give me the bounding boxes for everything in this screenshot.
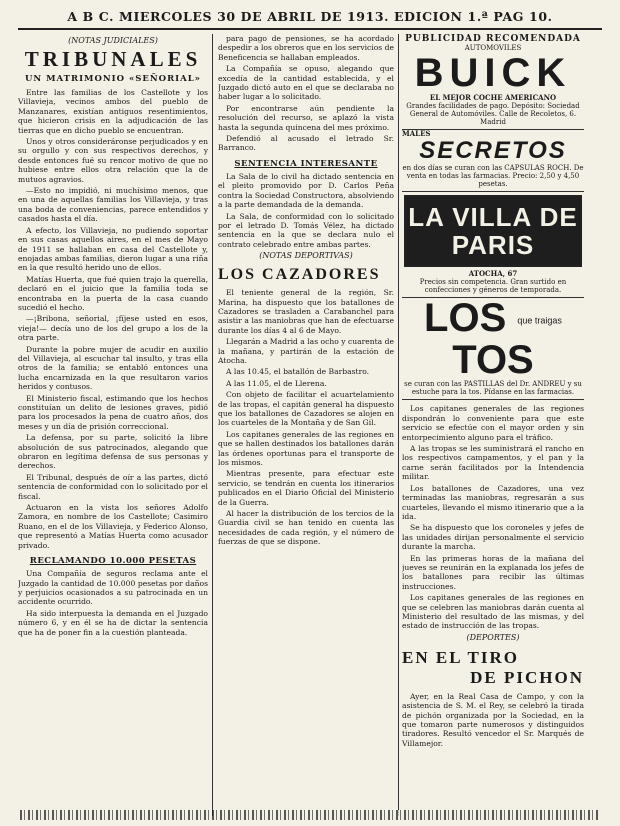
paragraph: Al hacer la distribución de los tercios de la Guardia civil se han tenido en cuenta las necesidades de cada región, y el número de fuerzas de que se dispone. xyxy=(218,509,394,547)
paragraph: —Esto no impidió, ni muchísimo menos, que en una de aquellas familias los Villavieja, y tras una boda de conveniencias, parece entendidos y casados hasta el día. xyxy=(18,186,208,224)
paragraph: La Sala, de conformidad con lo solicitado por el letrado D. Tomás Vélez, ha dictado sentencia en la que se declara nulo el contrato celebrado entre ambas partes. xyxy=(218,211,394,249)
villa-title: LA VILLA DE PARIS xyxy=(408,202,578,260)
buick-ad xyxy=(402,34,584,130)
article-heading: UN MATRIMONIO «SEÑORIAL» xyxy=(25,74,201,84)
section-label: (NOTAS DEPORTIVAS) xyxy=(259,251,353,261)
ad-address: ATOCHA, 67 xyxy=(468,269,518,278)
paragraph: Por encontrarse aún pendiente la resolución del recurso, se aplazó la vista hasta la segunda quincena del mes próximo. xyxy=(218,103,394,132)
ad-info: Precios sin competencia. Gran surtido en confecciones y géneros de temporada. xyxy=(419,278,567,294)
paragraph: Con objeto de facilitar el acuartelamiento de las tropas, el capitán general ha dispuesto que los batallones de Cazadores se alojen en los cuarteles de la Montaña y de San Gil. xyxy=(218,390,394,428)
paragraph: Los batallones de Cazadores, una vez terminadas las maniobras, regresarán a sus cuarteles, llevando el mismo itinerario que a la ida. xyxy=(402,483,584,521)
column-rule xyxy=(398,34,399,816)
secretos-title: SECRETOS xyxy=(419,137,567,164)
paragraph: A las 11.05, el de Llerena. xyxy=(226,378,327,388)
paragraph: Una Compañía de seguros reclama ante el Juzgado la cantidad de 10.000 pesetas por daños y perjuicios ocasionados a su patrocinada en un accidente ocurrido. xyxy=(18,569,208,607)
ad-info: Grandes facilidades de pago. Depósito: Sociedad General de Automóviles. Calle de Recoletos, 6. Madrid xyxy=(406,102,580,126)
article-heading: DE PICHON xyxy=(470,667,584,687)
paragraph: Ayer, en la Real Casa de Campo, y con la asistencia de S. M. el Rey, se celebró la tirada de pichón organizada por la Sociedad, en la que tomaron parte numerosos y distinguidos tiradores. Resultó vencedor el Sr. Marqués de Villamejor. xyxy=(402,691,584,748)
column-3 xyxy=(402,34,584,818)
paragraph: El Tribunal, después de oír a las partes, dictó sentencia de conformidad con lo solicitado por el fiscal. xyxy=(18,472,208,501)
section-label: (NOTAS JUDICIALES) xyxy=(68,36,158,45)
buick-logo: BUICK xyxy=(414,51,572,95)
secretos-ad xyxy=(402,130,584,192)
ad-info: en dos días se curan con las CAPSULAS ROCH. De venta en todas las farmacias. Precio: 2,50 y 4,50 pesetas. xyxy=(402,164,584,188)
article-heading: SENTENCIA INTERESANTE xyxy=(234,158,378,169)
ad-heading: MALES xyxy=(402,129,431,138)
paragraph: La defensa, por su parte, solicitó la libre absolución de sus patrocinados, alegando que obraron en legítima defensa de sus personas y derechos. xyxy=(18,433,208,471)
paragraph: La Sala de lo civil ha dictado sentencia en el pleito promovido por D. Carlos Peña contra la Sociedad Constructora, absolviendo a la parte demandada de la demanda. xyxy=(218,171,394,210)
paragraph: Llegarán a Madrid a las ocho y cuarenta de la mañana, y partirán de la estación de Atocha. xyxy=(218,337,394,365)
article-heading: LOS CAZADORES xyxy=(218,266,381,284)
paragraph: Defendió al acusado el letrado Sr. Barranco. xyxy=(218,134,394,153)
paragraph: A efecto, los Villavieja, no pudiendo soportar en sus casas aquellos aires, en el mes de Mayo de 1911 se hallaban en casa del Castellote y, enojadas ambas familias, dieron lugar a una riña en la que resultó herido uno de ellos. xyxy=(18,225,208,273)
column-1 xyxy=(18,34,208,818)
paragraph: El Ministerio fiscal, estimando que los hechos constituían un delito de lesiones graves, pidió para los procesados la pena de cuatro años, dos meses y un día de prisión correccional. xyxy=(18,393,208,431)
column-rule xyxy=(212,34,213,816)
ad-subheading: AUTOMOVILES xyxy=(464,44,522,52)
section-label: (DEPORTES) xyxy=(466,632,520,642)
paragraph: Matías Huerta, que fué quien trajo la querella, declaró en el juicio que la familia toda se encontraba en la puerta de la casa cuando sucedió el hecho. xyxy=(18,274,208,312)
villa-banner xyxy=(404,195,582,267)
paragraph: Durante la pobre mujer de acudir en auxilio del Villavieja, al escuchar tal insulto, y tras ella otros de la familia; se entabló entonces una lucha encarnizada en la que resultaron varios heridos y contusos. xyxy=(18,344,208,392)
tos-title xyxy=(402,296,584,383)
tos-los: LOS xyxy=(424,296,507,340)
paragraph: Unos y otros consideráronse perjudicados y en su orgullo y con sus respectivos derechos, y desde entonces fué su rencor motivo de que no hubiese entre ellos otra relación que la de mutuos agravios. xyxy=(18,137,208,184)
paragraph: Mientras presente, para efectuar este servicio, se tendrán en cuenta los itinerarios publicados en el Diario Oficial del Ministerio de la Guerra. xyxy=(218,469,394,507)
tos-ad xyxy=(402,298,584,400)
ad-info: se curan con las PASTILLAS del Dr. ANDREU y su estuche para la tos. Pídanse en las farmacias. xyxy=(404,380,582,397)
article-heading: RECLAMANDO 10.000 PESETAS xyxy=(29,556,197,567)
villa-paris-ad xyxy=(402,195,584,298)
tos-que: que traigas xyxy=(517,315,562,326)
section-title: TRIBUNALES xyxy=(24,47,202,71)
paragraph: Ha sido interpuesta la demanda en el Juzgado número 6, y en él se ha de dictar la sentencia que ha de poner fin a la cuestión planteada. xyxy=(18,608,208,637)
paragraph: —¡Bribona, señorial, ¡fíjese usted en esos, vieja!— decía uno de los del grupo a los de la otra parte. xyxy=(18,314,208,343)
paragraph: Se ha dispuesto que los coroneles y jefes de las unidades dirijan personalmente el servicio durante la marcha. xyxy=(402,523,584,552)
ad-heading: PUBLICIDAD RECOMENDADA xyxy=(405,34,581,44)
tos-word: TOS xyxy=(452,338,534,383)
page-header: A B C. MIERCOLES 30 DE ABRIL DE 1913. EDICION 1.ª PAG 10. xyxy=(18,6,602,30)
page-edge-decoration xyxy=(20,810,600,820)
article-heading: EN EL TIRO xyxy=(402,647,520,667)
paragraph: Los capitanes generales de las regiones en que se hallen destinados los batallones darán las órdenes oportunas para el transporte de los mismos. xyxy=(218,429,394,468)
column-2 xyxy=(218,34,394,818)
paragraph: A las tropas se les suministrará el rancho en los respectivos campamentos, y el pan y la carne serán facilitados por la Intendencia militar. xyxy=(402,444,584,482)
paragraph: Actuaron en la vista los señores Adolfo Zamora, en nombre de los Castellote; Casimiro Ruano, en el de los Villavieja, y Federico Alonso, que representó a Matías Huerta como acusador privado. xyxy=(18,503,208,550)
paragraph: En las primeras horas de la mañana del jueves se reunirán en la explanada los jefes de los batallones para recibir las últimas instrucciones. xyxy=(402,553,584,591)
ad-tagline: EL MEJOR COCHE AMERICANO xyxy=(429,93,557,102)
paragraph: El teniente general de la región, Sr. Marina, ha dispuesto que los batallones de Cazadores se trasladen a Carabanchel para asistir a las maniobras que han de efectuarse durante los días 4 al 6 de Mayo. xyxy=(218,288,394,335)
paragraph: para pago de pensiones, se ha acordado despedir a los obreros que en los servicios de Beneficencia se hallaban empleados. xyxy=(218,34,394,62)
paragraph: A las 10.45, el batallón de Barbastro. xyxy=(226,367,370,377)
paragraph: Los capitanes generales de las regiones en que se celebren las maniobras darán cuenta al Ministerio del resultado de las mismas, y del estado de instrucción de las tropas. xyxy=(402,593,584,631)
paragraph: Entre las familias de los Castellote y los Villavieja, vecinos ambos del pueblo de Manzanares, existían antiguos resentimientos, que hicieron crisis en la adjudicación de las tierras que en dicho pueblo se encuentran. xyxy=(18,88,208,135)
paragraph: La Compañía se opuso, alegando que excedía de la cantidad establecida, y el Juzgado dictó auto en el que se declaraba no haber lugar a lo solicitado. xyxy=(218,64,394,102)
paragraph: Los capitanes generales de las regiones dispondrán lo conveniente para que este servicio se efectúe con el mayor orden y sin entorpecimiento alguno para el tráfico. xyxy=(402,404,584,442)
